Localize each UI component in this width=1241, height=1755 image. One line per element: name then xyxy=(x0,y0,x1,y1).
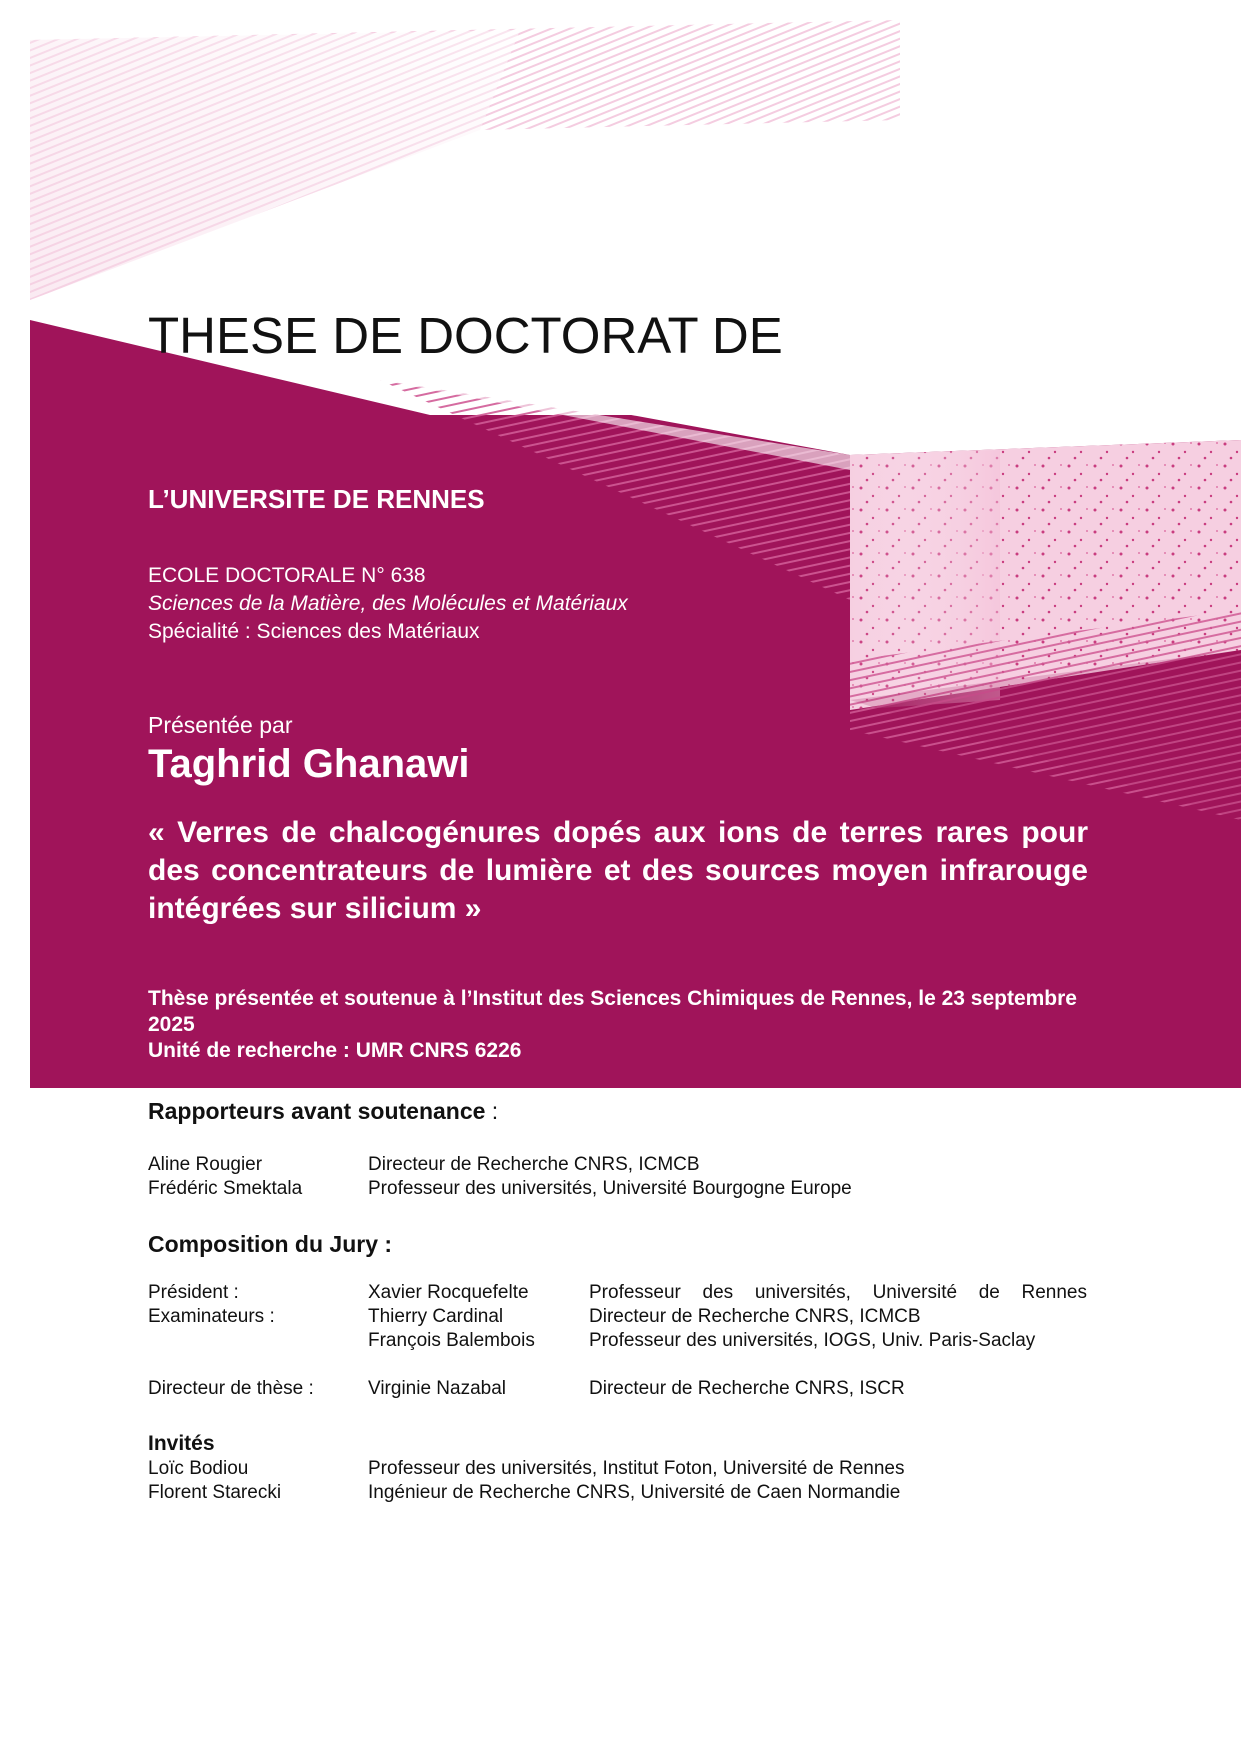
rapporteurs-heading xyxy=(148,1098,498,1125)
invites-heading: Invités xyxy=(148,1432,215,1455)
jury-member-title: Directeur de Recherche CNRS, ISCR xyxy=(589,1378,905,1399)
university-name: L’UNIVERSITE DE RENNES xyxy=(148,484,485,514)
jury-member-title: Professeur des universités, IOGS, Univ. Paris-Saclay xyxy=(589,1330,1036,1351)
document-title: THESE DE DOCTORAT DE xyxy=(148,307,783,364)
jury-heading: Composition du Jury : xyxy=(148,1231,393,1257)
thesis-title: « Verres de chalcogénures dopés aux ions de terres rares pour des concentrateurs de lumière et des sources moyen infrarouge intégrées sur silicium » xyxy=(148,816,1088,925)
jury-member-title: Professeur des universités, Université de Rennes xyxy=(589,1282,1087,1303)
ecole-doctorale: ECOLE DOCTORALE N° 638 xyxy=(148,564,426,587)
rapporteurs-heading-colon: : xyxy=(485,1098,499,1124)
jury-role: Président : xyxy=(148,1282,239,1303)
research-unit: Unité de recherche : UMR CNRS 6226 xyxy=(148,1039,522,1062)
specialite: Spécialité : Sciences des Matériaux xyxy=(148,620,480,643)
rapporteur-title: Professeur des universités, Université Bourgogne Europe xyxy=(368,1178,852,1199)
presented-by-label: Présentée par xyxy=(148,712,293,738)
jury-member-name: Thierry Cardinal xyxy=(368,1306,504,1327)
jury-role: Directeur de thèse : xyxy=(148,1378,314,1399)
invite-name: Loïc Bodiou xyxy=(148,1458,249,1479)
invite-title: Professeur des universités, Institut Foton, Université de Rennes xyxy=(368,1458,905,1479)
defense-location-date: Thèse présentée et soutenue à l’Institut des Sciences Chimiques de Rennes, le 23 septembre 2025 xyxy=(148,987,1077,1036)
jury-member-name: François Balembois xyxy=(368,1330,535,1351)
jury-member-name: Virginie Nazabal xyxy=(368,1378,507,1399)
ecole-doctorale-subtitle: Sciences de la Matière, des Molécules et Matériaux xyxy=(148,592,628,615)
jury-member-title: Directeur de Recherche CNRS, ICMCB xyxy=(589,1306,921,1327)
author-name: Taghrid Ghanawi xyxy=(148,742,470,786)
rapporteur-name: Aline Rougier xyxy=(148,1154,263,1175)
rapporteurs-heading-label: Rapporteurs avant soutenance xyxy=(148,1098,486,1124)
jury-role: Examinateurs : xyxy=(148,1306,275,1327)
rapporteur-name: Frédéric Smektala xyxy=(148,1178,303,1199)
jury-member-name: Xavier Rocquefelte xyxy=(368,1282,529,1303)
rapporteur-title: Directeur de Recherche CNRS, ICMCB xyxy=(368,1154,700,1175)
invite-title: Ingénieur de Recherche CNRS, Université de Caen Normandie xyxy=(368,1482,901,1503)
defense-info xyxy=(148,986,1088,1064)
invite-name: Florent Starecki xyxy=(148,1482,282,1503)
